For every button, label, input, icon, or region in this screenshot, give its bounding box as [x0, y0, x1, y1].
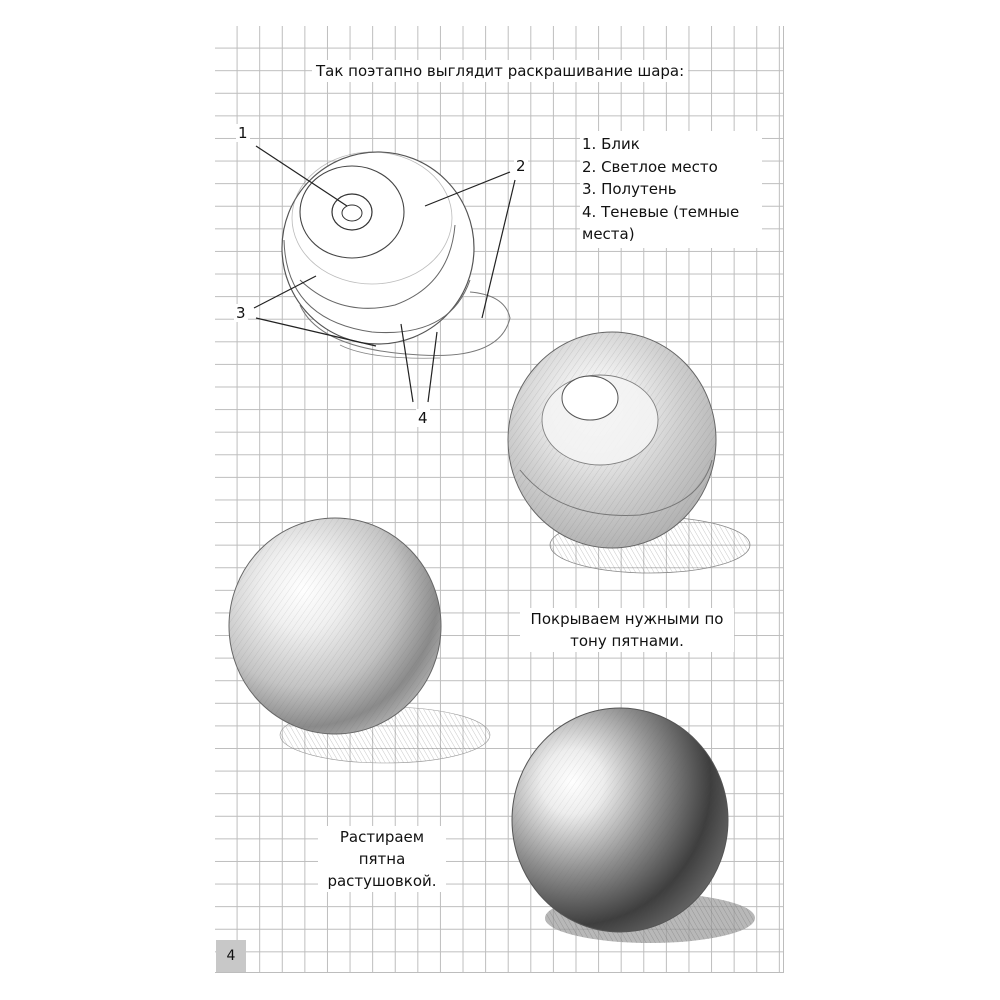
callout-3: 3	[236, 304, 246, 322]
page-title: Так поэтапно выглядит раскрашивание шара:	[312, 60, 688, 82]
legend-item-light-area: 2. Светлое место	[582, 157, 718, 176]
callout-1: 1	[238, 124, 248, 142]
legend-item-highlight: 1. Блик	[582, 135, 640, 153]
caption-tone-spots: Покрываем нужными по тону пятнами.	[520, 608, 734, 652]
legend-list	[580, 131, 762, 248]
callout-2: 2	[516, 157, 526, 175]
callout-4: 4	[418, 409, 428, 427]
caption-blending: Растираем пятна растушовкой.	[318, 826, 446, 892]
legend-item-halftone: 3. Полутень	[582, 180, 677, 198]
sphere-blended	[512, 708, 755, 943]
sphere-outline-diagram	[254, 146, 515, 402]
legend-item-shadows: 4. Теневые (темные места)	[582, 202, 740, 243]
sphere-tone-spots	[229, 518, 490, 763]
sphere-zones-sketch	[508, 332, 750, 573]
page-number: 4	[216, 940, 246, 972]
